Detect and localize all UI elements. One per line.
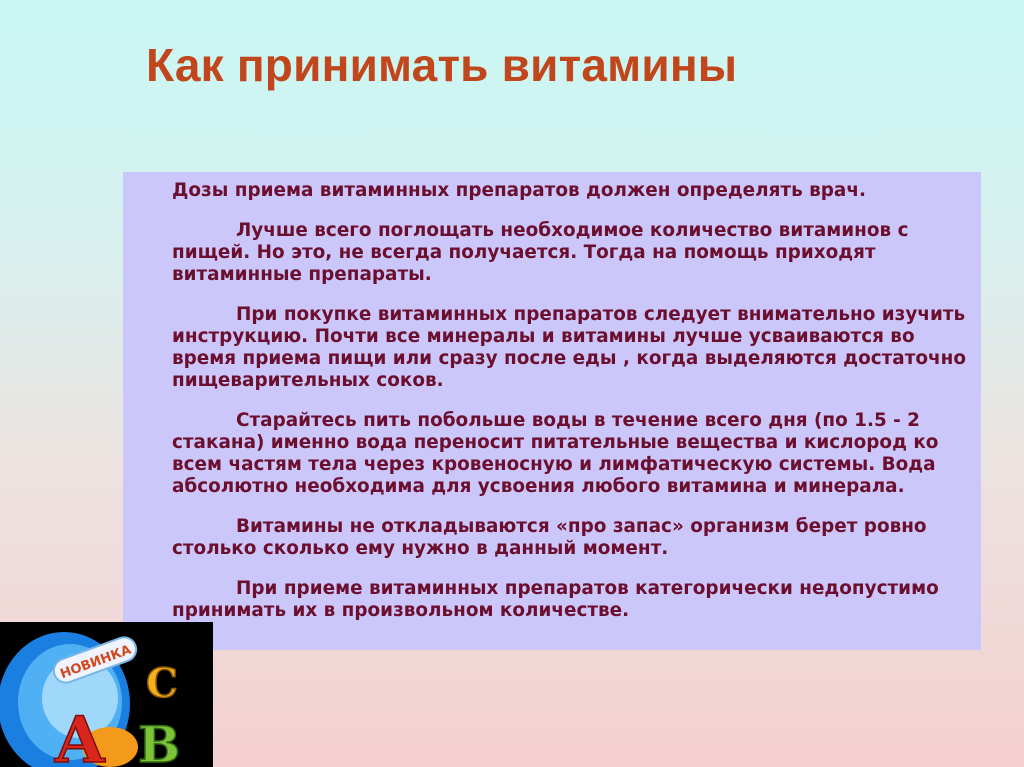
letter-a: A [55,703,105,767]
letter-c: C [146,660,178,707]
paragraph-water: Старайтесь пить побольше воды в течение всего дня (по 1.5 - 2 стакана) именно вода переносит питательные вещества и кислород ко всем частям тела через кровеносную и лимфатическую системы. Вода абсолютно необходима для усвоения любого витамина и минерала. [172,410,939,497]
novinka-abc-logo [0,622,213,767]
paragraph-instructions: При покупке витаминных препаратов следует внимательно изучить инструкцию. Почти все минералы и витамины лучше усваиваются во время приема пищи или сразу после еды , когда выделяются достаточно пищеварительных соков. [172,304,966,391]
paragraph-no-arbitrary-dose: При приеме витаминных препаратов категорически недопустимо принимать их в произвольном количестве. [172,578,939,621]
slide-title: Как принимать витамины [146,39,738,91]
slide-body [172,180,972,640]
paragraph-doctor: Дозы приема витаминных препаратов должен определять врач. [172,180,866,201]
paragraph-food: Лучше всего поглощать необходимое количество витаминов с пищей. Но это, не всегда получается. Тогда на помощь приходят витаминные препараты. [172,220,909,285]
paragraph-no-reserve: Витамины не откладываются «про запас» организм берет ровно столько сколько ему нужно в данный момент. [172,516,927,559]
letter-b: B [138,715,181,767]
svg-text:НОВИНКА: НОВИНКА [58,642,134,683]
